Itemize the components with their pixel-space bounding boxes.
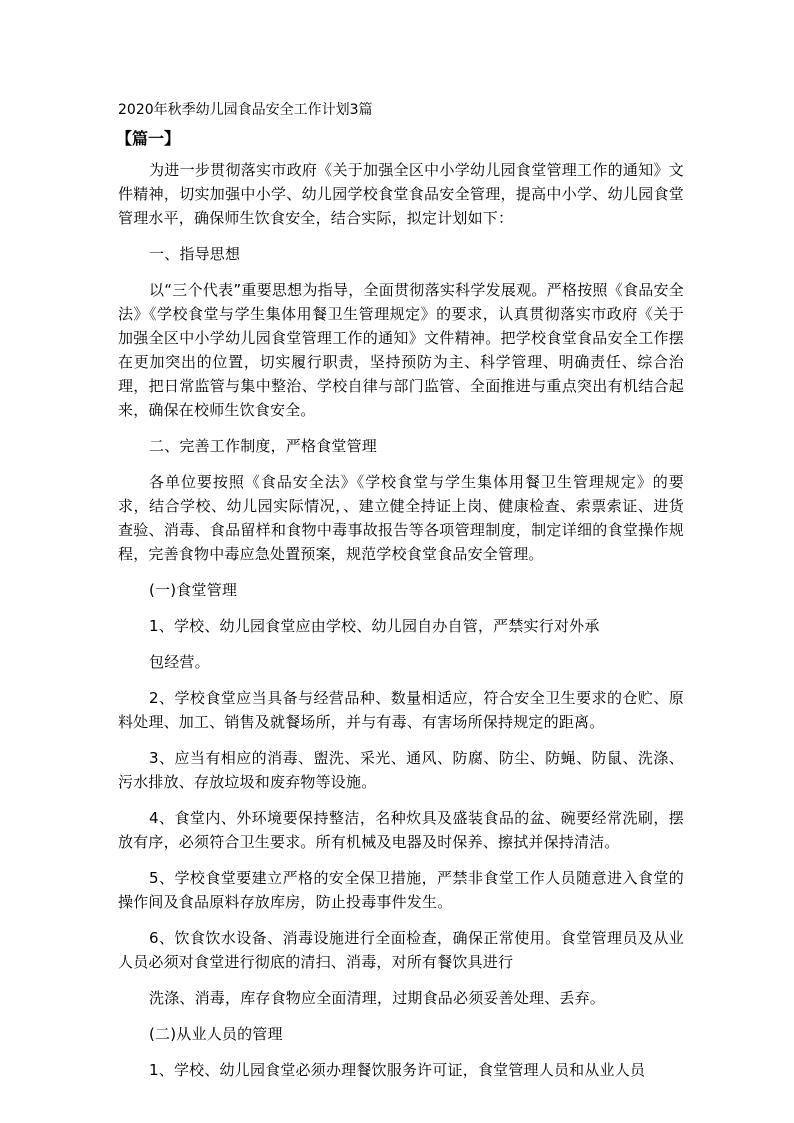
document-title: 2020年秋季幼儿园食品安全工作计划3篇 [118,102,373,118]
canteen-item-4: 4、食堂内、外环境要保持整洁，名种炊具及盛装食品的盆、碗要经常洗刷，摆放有序，必须符合卫生要求。所有机械及电器及时保养、擦拭并保持清洁。 [118,809,684,851]
subheading-staff-management: (二)从业人员的管理 [149,1025,283,1043]
canteen-item-5: 5、学校食堂要建立严格的安全保卫措施，严禁非食堂工作人员随意进入食堂的操作间及食品原料存放库房，防止投毒事件发生。 [118,869,684,911]
canteen-item-6-continued: 洗涤、消毒，库存食物应全面清理，过期食品必须妥善处理、丢弃。 [149,989,606,1007]
canteen-item-2: 2、学校食堂应当具备与经营品种、数量相适应，符合安全卫生要求的仓贮、原料处理、加工、销售及就餐场所，并与有毒、有害场所保持规定的距离。 [118,689,684,731]
canteen-item-1: 1、学校、幼儿园食堂应由学校、幼儿园自办自管，严禁实行对外承 [149,617,600,635]
canteen-item-3: 3、应当有相应的消毒、盥洗、采光、通风、防腐、防尘、防蝇、防鼠、洗涤、污水排放、存放垃圾和废弃物等设施。 [118,749,684,791]
canteen-item-6: 6、饮食饮水设备、消毒设施进行全面检查，确保正常使用。食堂管理员及从业人员必须对食堂进行彻底的清扫、消毒，对所有餐饮具进行 [118,929,684,971]
section-label: 【篇一】 [116,129,181,148]
improve-system-paragraph: 各单位要按照《食品安全法》《学校食堂与学生集体用餐卫生管理规定》的要求，结合学校、幼儿园实际情况，、建立健全持证上岗、健康检查、索票索证、进货查验、消毒、食品留样和食物中毒事故报告等各项管理制度，制定详细的食堂操作规程，完善食物中毒应急处置预案，规范学校食堂食品安全管理。 [118,473,684,563]
canteen-item-1-continued: 包经营。 [149,653,210,671]
heading-guiding-ideology: 一、指导思想 [149,245,241,263]
subheading-canteen-management: (一)食堂管理 [149,581,238,599]
intro-paragraph: 为进一步贯彻落实市政府《关于加强全区中小学幼儿园食堂管理工作的通知》文件精神，切实加强中小学、幼儿园学校食堂食品安全管理，提高中小学、幼儿园食堂管理水平，确保师生饮食安全，结合实际，拟定计划如下： [118,161,684,227]
staff-item-1: 1、学校、幼儿园食堂必须办理餐饮服务许可证，食堂管理人员和从业人员 [149,1061,646,1079]
guiding-ideology-paragraph: 以“三个代表”重要思想为指导，全面贯彻落实科学发展观。严格按照《食品安全法》《学校食堂与学生集体用餐卫生管理规定》的要求，认真贯彻落实市政府《关于加强全区中小学幼儿园食堂管理工作的通知》文件精神。把学校食堂食品安全工作摆在更加突出的位置，切实履行职责，坚持预防为主、科学管理、明确责任、综合治理，把日常监管与集中整治、学校自律与部门监管、全面推进与重点突出有机结合起来，确保在校师生饮食安全。 [118,281,684,419]
heading-improve-system: 二、完善工作制度，严格食堂管理 [149,437,378,455]
